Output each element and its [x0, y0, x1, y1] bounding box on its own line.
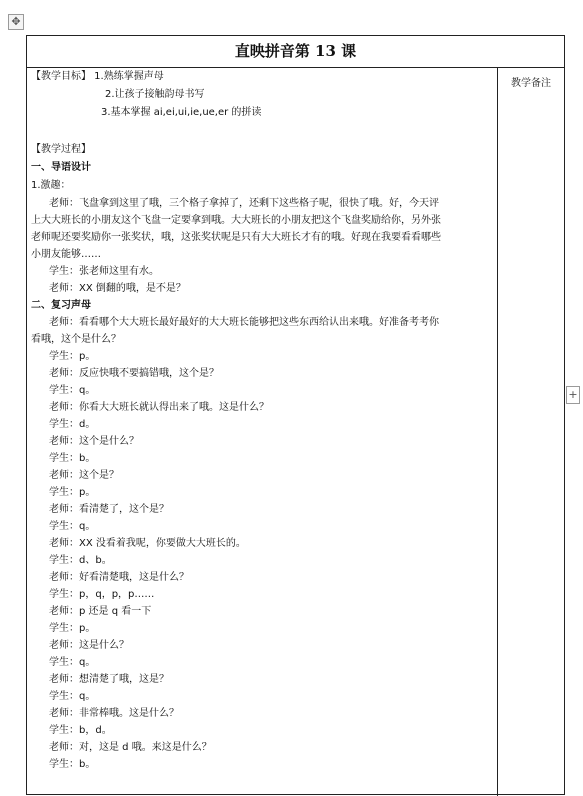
dialogue-line: 学生：p。 [49, 487, 96, 498]
paragraph-line: 老师：飞盘拿到这里了哦，三个格子拿掉了，还剩下这些格子呢，很快了哦。好，今天评 [49, 198, 439, 209]
dialogue-line: 学生：d。 [49, 419, 96, 430]
dialogue-line: 老师：这个是什么？ [49, 436, 139, 447]
dialogue-line: 老师：p 还是 q 看一下 [49, 606, 152, 617]
subsection-heading: 1.激趣： [31, 180, 71, 191]
dialogue-line: 学生：张老师这里有水。 [49, 266, 159, 277]
dialogue-line: 老师：反应快哦不要搞错哦，这个是？ [49, 368, 219, 379]
notes-column-header: 教学备注 [511, 78, 551, 89]
section-process: 【教学过程】 [31, 144, 91, 155]
paragraph-line: 老师呢还要奖励你一张奖状，哦，这张奖状呢是只有大大班长才有的哦。好现在我要看看哪些 [31, 232, 441, 243]
dialogue-line: 学生：q。 [49, 657, 96, 668]
page-title: 直映拼音第 13 课 [27, 36, 564, 68]
table-body-row [27, 68, 564, 796]
dialogue-line: 学生：p。 [49, 623, 96, 634]
dialogue-line: 学生：q。 [49, 521, 96, 532]
dialogue-line: 学生：p。 [49, 351, 96, 362]
dialogue-line: 老师：好看清楚哦，这是什么？ [49, 572, 189, 583]
section-heading-1: 一、导语设计 [31, 162, 91, 173]
paragraph-line: 老师：看看哪个大大班长最好最好的大大班长能够把这些东西给认出来哦。好准备考考你 [49, 317, 439, 328]
dialogue-line: 老师：想清楚了哦，这是？ [49, 674, 169, 685]
dialogue-line: 学生：b。 [49, 453, 96, 464]
table-move-handle-icon[interactable]: ✥ [8, 14, 24, 30]
dialogue-line: 老师：对，这是 d 哦。来这是什么？ [49, 742, 212, 753]
dialogue-line: 老师：这个是？ [49, 470, 119, 481]
objective-line-1: 【教学目标】 1.熟练掌握声母 [31, 71, 164, 82]
dialogue-line: 老师：你看大大班长就认得出来了哦。这是什么？ [49, 402, 269, 413]
dialogue-line: 学生：p，q，p，p…… [49, 589, 155, 600]
lesson-table [26, 35, 565, 795]
dialogue-line: 老师：XX 倒翻的哦，是不是？ [49, 283, 186, 294]
add-column-icon[interactable]: + [566, 386, 580, 404]
section-heading-2: 二、复习声母 [31, 300, 91, 311]
paragraph-line: 上大大班长的小朋友这个飞盘一定要拿到哦。大大班长的小朋友把这个飞盘奖励给你，另外张 [31, 215, 441, 226]
paragraph-line: 看哦，这个是什么？ [31, 334, 121, 345]
paragraph-line: 小朋友能够…… [31, 249, 101, 260]
lesson-content-cell[interactable] [27, 68, 498, 796]
dialogue-line: 学生：d、b。 [49, 555, 112, 566]
dialogue-line: 老师：XX 没看着我呢，你要做大大班长的。 [49, 538, 246, 549]
dialogue-line: 学生：q。 [49, 385, 96, 396]
dialogue-line: 学生：b，d。 [49, 725, 112, 736]
dialogue-line: 学生：q。 [49, 691, 96, 702]
objective-line-3: 3.基本掌握 ai,ei,ui,ie,ue,er 的拼读 [101, 107, 262, 118]
objective-line-2: 2.让孩子接触韵母书写 [105, 89, 205, 100]
dialogue-line: 老师：看清楚了，这个是？ [49, 504, 169, 515]
dialogue-line: 老师：这是什么？ [49, 640, 129, 651]
dialogue-line: 老师：非常棒哦。这是什么？ [49, 708, 179, 719]
dialogue-line: 学生：b。 [49, 759, 96, 770]
